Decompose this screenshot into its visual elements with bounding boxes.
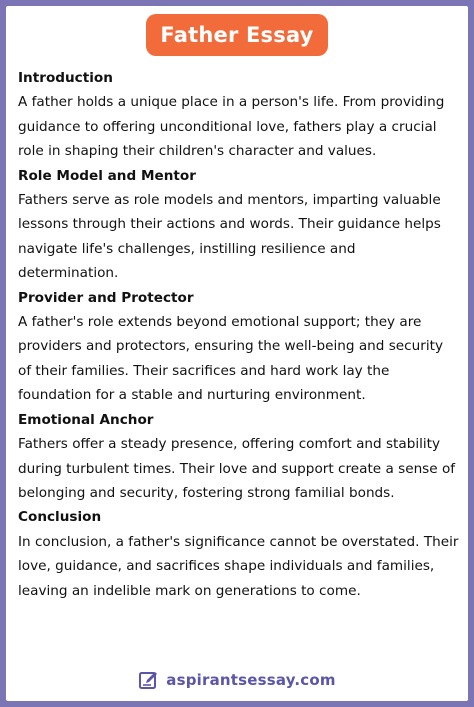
- section-emotional-anchor: [18, 408, 460, 506]
- footer-link[interactable]: [138, 667, 335, 693]
- section-body: Fathers offer a steady presence, offering comfort and stability during turbulent times. Their love and support create a sense of belonging and security, fostering strong familial bonds.: [18, 436, 456, 501]
- section-introduction: [18, 66, 460, 164]
- section-body: In conclusion, a father's significance cannot be overstated. Their love, guidance, and sacrifices shape individuals and families, leaving an indelible mark on generations to come.: [18, 533, 459, 599]
- section-heading: Role Model and Mentor: [18, 167, 196, 184]
- section-body: A father's role extends beyond emotional support; they are providers and protectors, ensuring the well-being and security of their families. Their sacrifices and hard work lay the foundation for a stable and nurturing environment.: [18, 314, 443, 404]
- section-provider: [18, 286, 460, 408]
- site-name: aspirantsessay.com: [166, 671, 336, 689]
- title-wrap: [6, 14, 468, 56]
- section-heading: Introduction: [18, 70, 113, 86]
- essay-content: [18, 66, 460, 603]
- edit-document-icon: [138, 669, 160, 691]
- section-role-model: [18, 164, 460, 286]
- page-title: Father Essay: [146, 14, 327, 56]
- section-body: A father holds a unique place in a person's life. From providing guidance to offering unconditional love, fathers play a crucial role in shaping their children's character and values.: [18, 94, 445, 160]
- section-body: Fathers serve as role models and mentors, imparting valuable lessons through their actions and words. Their guidance helps navigate life's challenges, instilling resilience and determination.: [18, 192, 441, 282]
- section-heading: Provider and Protector: [18, 289, 194, 306]
- section-heading: Conclusion: [18, 509, 102, 526]
- essay-card: [6, 6, 468, 701]
- footer: [6, 667, 468, 693]
- section-conclusion: [18, 505, 460, 603]
- section-heading: Emotional Anchor: [18, 411, 154, 428]
